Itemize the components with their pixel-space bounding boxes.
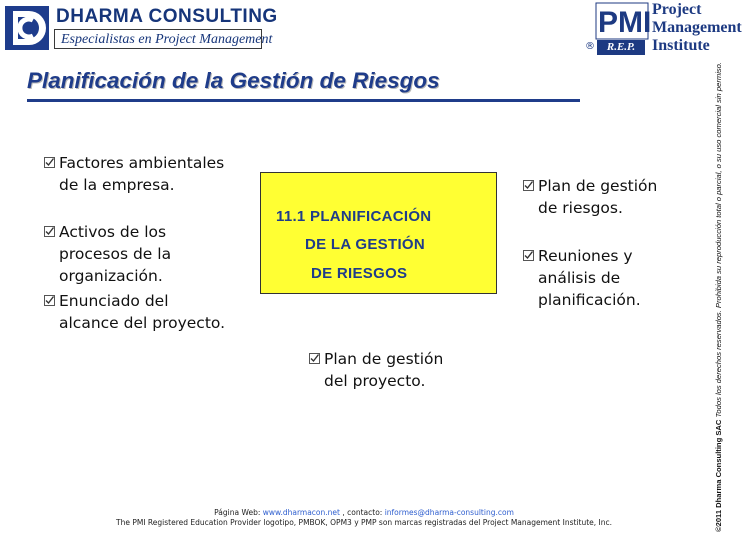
process-title-line: 11.1 PLANIFICACIÓN (276, 208, 432, 225)
footer-web-link[interactable]: www.dharmacon.net (262, 508, 340, 517)
footer-web-label: Página Web: (214, 508, 263, 517)
pmi-text-line: Institute (652, 37, 710, 54)
input-bullet (44, 221, 264, 287)
input-bullet-text: Plan de gestión del proyecto. (324, 350, 444, 390)
checkbox-check-icon (44, 295, 55, 306)
checkbox-check-icon (309, 353, 320, 364)
output-bullet (523, 245, 703, 311)
footer-disclaimer: The PMI Registered Education Provider logotipo, PMBOK, OPM3 y PMP son marcas registradas del Project Management Institute, Inc. (116, 518, 612, 527)
brand-name: DHARMA CONSULTING (56, 6, 278, 27)
brand-tagline: Especialistas en Project Management (54, 29, 262, 49)
output-bullet-text: Plan de gestión de riesgos. (538, 177, 658, 217)
title-underline (27, 99, 580, 102)
input-bullet-text: Activos de los procesos de la organización. (59, 223, 172, 285)
process-title-line: DE RIESGOS (311, 265, 408, 282)
copyright-brand: ©2011 Dharma Consulting SAC (714, 419, 723, 532)
checkbox-check-icon (523, 250, 534, 261)
svg-text:PMI: PMI (598, 6, 652, 39)
input-bullet (44, 152, 264, 196)
copyright-text: Todos los derechos reservados. Prohibida su reproducción total o parcial, o su uso comercial sin permiso. (714, 61, 723, 420)
registered-mark: ® (585, 41, 595, 52)
checkbox-check-icon (44, 226, 55, 237)
footer-email-link[interactable]: informes@dharma-consulting.com (384, 508, 514, 517)
dharma-logo-icon (5, 6, 49, 50)
checkbox-check-icon (44, 157, 55, 168)
footer-contact (0, 508, 728, 517)
footer-contact-label: , contacto: (339, 508, 385, 517)
page-title: Planificación de la Gestión de Riesgos (27, 68, 440, 93)
output-bullet (523, 175, 703, 219)
process-title-line: DE LA GESTIÓN (305, 236, 426, 253)
checkbox-check-icon (523, 180, 534, 191)
copyright-notice (714, 32, 723, 532)
input-bullet-text: Enunciado del alcance del proyecto. (59, 292, 226, 332)
input-bullet (309, 348, 499, 392)
input-bullet-text: Factores ambientales de la empresa. (59, 154, 225, 194)
input-bullet (44, 290, 274, 334)
output-bullet-text: Reuniones y análisis de planificación. (538, 247, 641, 309)
rep-badge: R.E.P. (597, 40, 645, 55)
pmi-text-line: Management (652, 19, 742, 36)
pmi-text-line: Project (652, 1, 702, 18)
